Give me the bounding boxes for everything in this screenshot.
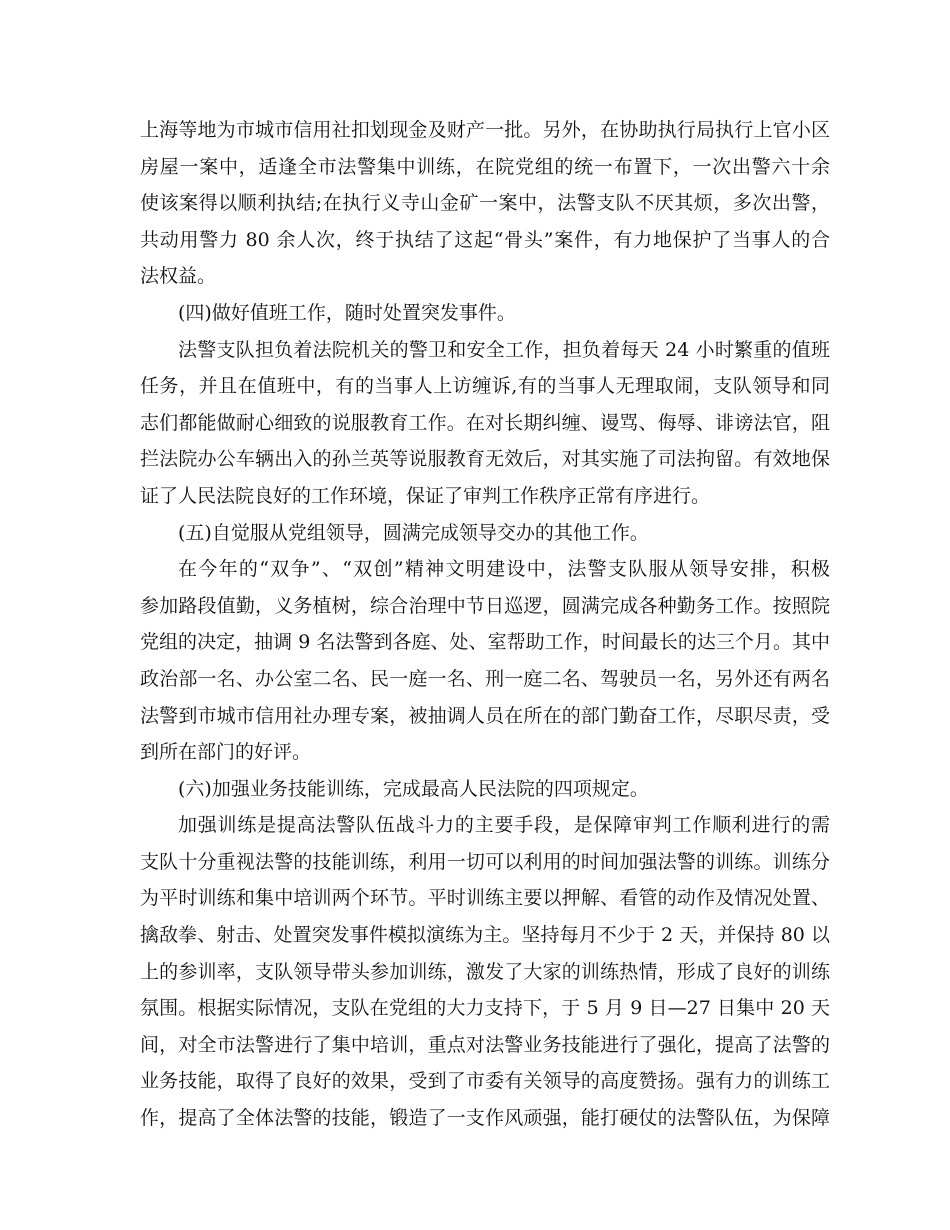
text-line: (五)自觉服从党组领导，圆满完成领导交办的其他工作。 <box>178 521 649 544</box>
text-line: 加强训练是提高法警队伍战斗力的主要手段，是保障审判工作顺利进行的需 <box>178 814 830 837</box>
text-line: 作，提高了全体法警的技能，锻造了一支作风顽强，能打硬仗的法警队伍，为保障 <box>140 1107 830 1130</box>
text-line: 使该案得以顺利执结;在执行义寺山金矿一案中，法警支队不厌其烦，多次出警， <box>140 192 830 215</box>
text-line: 党组的决定，抽调 9 名法警到各庭、处、室帮助工作，时间最长的达三个月。其中 <box>140 631 830 654</box>
text-line: 间，对全市法警进行了集中培训，重点对法警业务技能进行了强化，提高了法警的 <box>140 1033 830 1056</box>
text-line: 法权益。 <box>140 265 217 288</box>
text-line: 上海等地为市城市信用社扣划现金及财产一批。另外，在协助执行局执行上官小区 <box>140 119 830 141</box>
text-line: 参加路段值勤，义务植树，综合治理中节日巡逻，圆满完成各种勤务工作。按照院 <box>140 594 830 617</box>
text-line: (四)做好值班工作，随时处置突发事件。 <box>178 301 516 324</box>
text-line: 任务，并且在值班中，有的当事人上访缠诉,有的当事人无理取闹，支队领导和同 <box>140 375 830 398</box>
text-line: 房屋一案中，适逢全市法警集中训练，在院党组的统一布置下，一次出警六十余 <box>140 155 830 178</box>
text-line: 法警到市城市信用社办理专案，被抽调人员在所在的部门勤奋工作，尽职尽责，受 <box>140 704 830 727</box>
text-line: 共动用警力 80 余人次，终于执结了这起“骨头”案件，有力地保护了当事人的合 <box>140 228 830 251</box>
text-line: 证了人民法院良好的工作环境，保证了审判工作秩序正常有序进行。 <box>140 484 711 507</box>
text-line: 政治部一名、办公室二名、民一庭一名、刑一庭二名、驾驶员一名，另外还有两名 <box>140 667 830 690</box>
text-line: 法警支队担负着法院机关的警卫和安全工作，担负着每天 24 小时繁重的值班 <box>178 338 830 361</box>
text-line: 为平时训练和集中培训两个环节。平时训练主要以押解、看管的动作及情况处置、 <box>140 887 830 910</box>
text-line: 氛围。根据实际情况，支队在党组的大力支持下，于 5 月 9 日—27 日集中 20 天 <box>140 997 830 1020</box>
text-line: 拦法院办公车辆出入的孙兰英等说服教育无效后，对其实施了司法拘留。有效地保 <box>140 448 830 471</box>
text-line: 业务技能，取得了良好的效果，受到了市委有关领导的高度赞扬。强有力的训练工 <box>140 1070 830 1093</box>
body-text <box>140 112 830 1137</box>
text-line: 在今年的“双争”、“双创”精神文明建设中，法警支队服从领导安排，积极 <box>178 558 830 581</box>
text-line: (六)加强业务技能训练，完成最高人民法院的四项规定。 <box>178 777 649 800</box>
text-line: 支队十分重视法警的技能训练，利用一切可以利用的时间加强法警的训练。训练分 <box>140 850 830 873</box>
text-line: 志们都能做耐心细致的说服教育工作。在对长期纠缠、谩骂、侮辱、诽谤法官，阻 <box>140 411 830 434</box>
text-line: 擒敌拳、射击、处置突发事件模拟演练为主。坚持每月不少于 2 天，并保持 80 以 <box>140 924 830 947</box>
text-line: 上的参训率，支队领导带头参加训练，激发了大家的训练热情，形成了良好的训练 <box>140 960 830 983</box>
text-line: 到所在部门的好评。 <box>140 741 312 764</box>
